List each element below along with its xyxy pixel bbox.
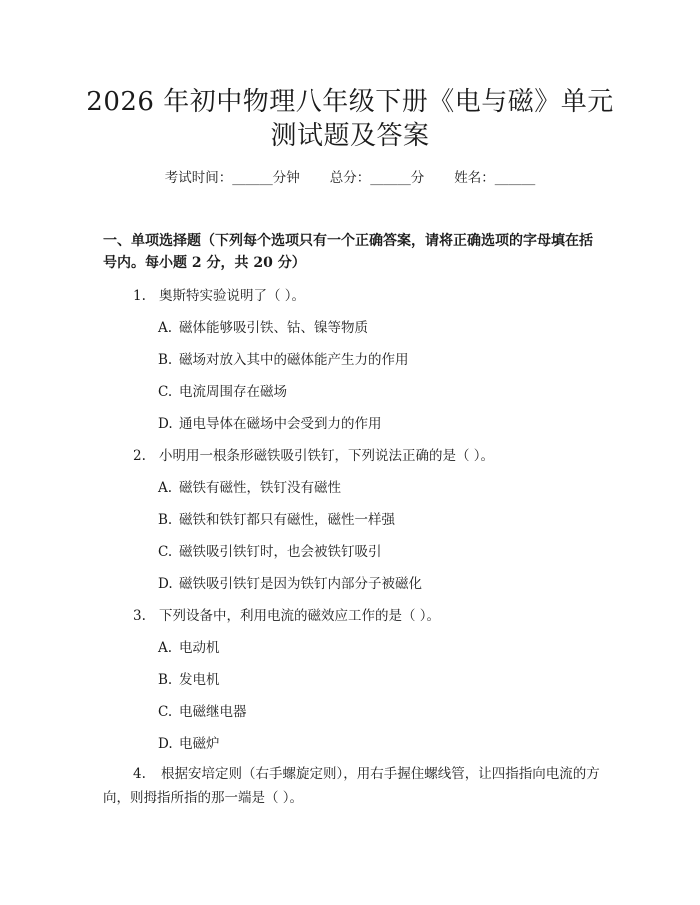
option-2c: [158, 542, 382, 562]
option-text: 电磁炉: [179, 736, 220, 752]
exam-meta: [0, 168, 700, 188]
option-2d: [158, 574, 422, 594]
option-3b: [158, 670, 220, 690]
question-text: 下列设备中，利用电流的磁效应工作的是（ ）。: [159, 608, 441, 624]
option-1b: [158, 350, 409, 370]
option-letter: D.: [158, 736, 173, 752]
option-letter: D.: [158, 416, 173, 432]
section-heading-line2: 号内。每小题 2 分，共 20 分）: [103, 255, 306, 271]
option-3c: [158, 702, 247, 722]
option-letter: B.: [158, 352, 173, 368]
question-2: [133, 446, 494, 466]
question-number: 4.: [133, 766, 146, 782]
page-title-line2: 测试题及答案: [270, 121, 430, 151]
option-letter: A.: [158, 320, 173, 336]
option-1d: [158, 414, 382, 434]
question-text: 根据安培定则（右手螺旋定则），用右手握住螺线管，让四指指向电流的方向，则拇指所指的那一端是（ ）。: [103, 766, 600, 806]
option-text: 磁铁吸引铁钉时，也会被铁钉吸引: [179, 544, 382, 560]
option-text: 磁体能够吸引铁、钴、镍等物质: [179, 320, 368, 336]
option-1a: [158, 318, 368, 338]
option-3d: [158, 734, 220, 754]
option-text: 磁场对放入其中的磁体能产生力的作用: [179, 352, 409, 368]
page-title-line1: 2026 年初中物理八年级下册《电与磁》单元: [86, 87, 614, 117]
question-number: 2.: [133, 448, 146, 464]
option-text: 通电导体在磁场中会受到力的作用: [179, 416, 382, 432]
exam-time: 考试时间：______分钟: [164, 170, 300, 186]
question-number: 1.: [133, 288, 146, 304]
question-1: [133, 286, 305, 306]
option-letter: C.: [158, 704, 173, 720]
option-3a: [158, 638, 220, 658]
option-1c: [158, 382, 287, 402]
student-name: 姓名：______: [454, 170, 536, 186]
question-4: [103, 762, 603, 810]
option-letter: A.: [158, 480, 173, 496]
section-heading-line1: 一、单项选择题（下列每个选项只有一个正确答案，请将正确选项的字母填在括: [103, 233, 593, 249]
option-letter: C.: [158, 544, 173, 560]
option-text: 磁铁吸引铁钉是因为铁钉内部分子被磁化: [179, 576, 422, 592]
option-text: 电动机: [179, 640, 220, 656]
option-text: 电流周围存在磁场: [179, 384, 287, 400]
option-text: 磁铁和铁钉都只有磁性，磁性一样强: [179, 512, 395, 528]
question-3: [133, 606, 440, 626]
option-text: 磁铁有磁性，铁钉没有磁性: [179, 480, 341, 496]
option-letter: D.: [158, 576, 173, 592]
option-letter: A.: [158, 640, 173, 656]
option-text: 发电机: [179, 672, 220, 688]
question-text: 小明用一根条形磁铁吸引铁钉，下列说法正确的是（ ）。: [159, 448, 495, 464]
option-2b: [158, 510, 395, 530]
question-text: 奥斯特实验说明了（ ）。: [159, 288, 306, 304]
option-letter: B.: [158, 512, 173, 528]
exam-score: 总分：______分: [329, 170, 425, 186]
option-letter: B.: [158, 672, 173, 688]
question-number: 3.: [133, 608, 146, 624]
option-letter: C.: [158, 384, 173, 400]
option-text: 电磁继电器: [179, 704, 247, 720]
option-2a: [158, 478, 341, 498]
